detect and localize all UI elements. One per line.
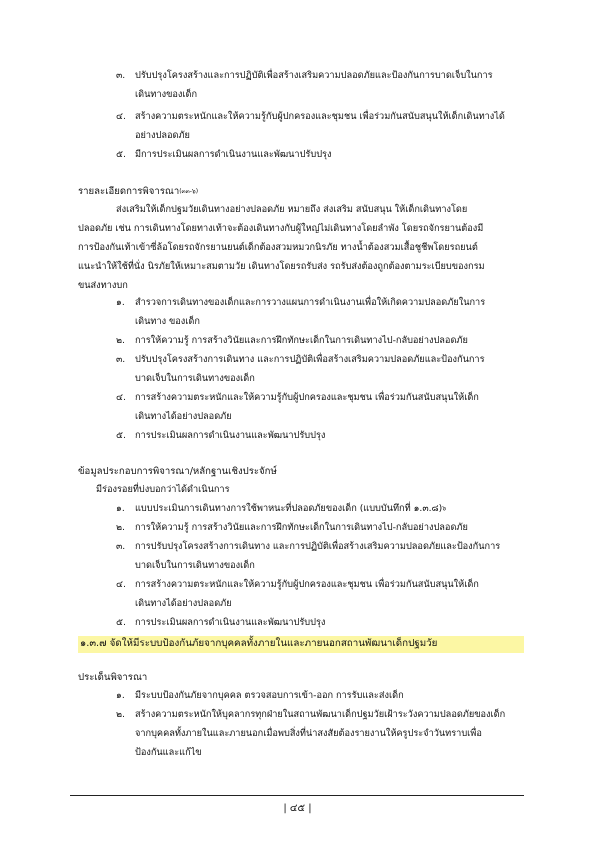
list-item-text: บาดเจ็บในการเดินทางของเด็ก: [135, 373, 255, 384]
list-item-text: ปรับปรุงโครงสร้างและการปฏิบัติเพื่อสร้างเสริมความปลอดภัยและป้องกันการบาดเจ็บในการ: [135, 70, 493, 81]
list-number: ๓.: [116, 354, 126, 365]
list-item-text: สร้างความตระหนักให้บุคลากรทุกฝ่ายในสถานพัฒนาเด็กปฐมวัยเฝ้าระวังความปลอดภัยของเด็ก: [135, 709, 506, 720]
list-item-text: การประเมินผลการดำเนินงานและพัฒนาปรับปรุง: [135, 617, 326, 628]
section-heading-considerations: ประเด็นพิจารณา: [78, 672, 148, 683]
list-item-text: เดินทางได้อย่างปลอดภัย: [135, 598, 232, 609]
reference-superscript: (๓๓-๖): [179, 188, 199, 195]
list-number: ๔.: [116, 579, 126, 590]
list-item-text: เดินทางของเด็ก: [135, 89, 198, 100]
list-number: ๕.: [116, 149, 126, 160]
list-item-text: สร้างความตระหนักและให้ความรู้กับผู้ปกครองและชุมชน เพื่อร่วมกันสนับสนุนให้เด็กเดินทางได้: [135, 111, 505, 122]
footer-divider: [70, 795, 524, 796]
list-number: ๑.: [116, 503, 125, 514]
highlighted-standard-heading: [78, 636, 524, 653]
list-number: ๒.: [116, 335, 125, 346]
paragraph-line: การป้องกันเท้าเข้าซี่ล้อโดยรถจักรยานยนต์เด็กต้องสวมหมวกนิรภัย ทางน้ำต้องสวมเสื้อชูชีพโดยรถยนต์: [78, 242, 478, 253]
list-item-text: จากบุคคลทั้งภายในและภายนอกเมื่อพบสิ่งที่น่าสงสัยต้องรายงานให้ครูประจำวันทราบเพื่อ: [135, 728, 482, 739]
list-number: ๔.: [116, 392, 126, 403]
list-item-text: บาดเจ็บในการเดินทางของเด็ก: [135, 560, 255, 571]
list-item-text: [135, 503, 446, 515]
paragraph-line: แนะนำให้ใช้ที่นั่ง นิรภัยให้เหมาะสมตามวัย เดินทางโดยรถรับส่ง รถรับส่งต้องถูกต้องตามระเบียบของกรม: [78, 261, 485, 272]
reference-superscript: ๖: [442, 505, 447, 512]
list-item-text: การประเมินผลการดำเนินงานและพัฒนาปรับปรุง: [135, 430, 326, 441]
list-item-text: สำรวจการเดินทางของเด็กและการวางแผนการดำเนินงานเพื่อให้เกิดความปลอดภัยในการ: [135, 297, 486, 308]
list-item-text: เดินทางได้อย่างปลอดภัย: [135, 411, 232, 422]
section-heading-evidence: ข้อมูลประกอบการพิจารณา/หลักฐานเชิงประจักษ์: [78, 466, 277, 477]
evidence-intro: มีร่องรอยที่บ่งบอกว่าได้ดำเนินการ: [96, 484, 230, 495]
list-number: ๕.: [116, 430, 126, 441]
list-number: ๒.: [116, 522, 125, 533]
list-item-text: การปรับปรุงโครงสร้างการเดินทาง และการปฏิบัติเพื่อสร้างเสริมความปลอดภัยและป้องกันการ: [135, 541, 501, 552]
section-heading-details: [78, 186, 198, 198]
list-item-text: มีระบบป้องกันภัยจากบุคคล ตรวจสอบการเข้า-ออก การรับและส่งเด็ก: [135, 690, 404, 701]
paragraph-line: ส่งเสริมให้เด็กปฐมวัยเดินทางอย่างปลอดภัย หมายถึง ส่งเสริม สนับสนุน ให้เด็กเดินทางโดย: [116, 204, 468, 215]
list-number: ๑.: [116, 690, 125, 701]
list-number: ๓.: [116, 541, 126, 552]
section-heading-text: รายละเอียดการพิจารณา: [78, 186, 180, 197]
list-item-text: การสร้างความตระหนักและให้ความรู้กับผู้ปกครองและชุมชน เพื่อร่วมกันสนับสนุนให้เด็ก: [135, 579, 479, 590]
list-item-text: การให้ความรู้ การสร้างวินัยและการฝึกทักษะเด็กในการเดินทางไป-กลับอย่างปลอดภัย: [135, 522, 468, 533]
list-number: ๕.: [116, 617, 126, 628]
list-number: ๔.: [116, 111, 126, 122]
list-number: ๑.: [116, 297, 125, 308]
paragraph-line: ปลอดภัย เช่น การเดินทางโดยทางเท้าจะต้องเดินทางกับผู้ใหญ่ไม่เดินทางโดยลำพัง โดยรถจักรยานต้องมี: [78, 223, 484, 234]
list-number: ๒.: [116, 709, 125, 720]
highlighted-standard-text: ๑.๓.๗ จัดให้มีระบบป้องกันภัยจากบุคคลทั้งภายในและภายนอกสถานพัฒนาเด็กปฐมวัย: [80, 638, 438, 649]
list-item-label: แบบประเมินการเดินทางการใช้พาหนะที่ปลอดภัยของเด็ก (แบบบันทึกที่ ๑.๓.๘): [135, 503, 443, 514]
page-number: | ๔๕ |: [283, 803, 312, 814]
list-item-text: การให้ความรู้ การสร้างวินัยและการฝึกทักษะเด็กในการเดินทางไป-กลับอย่างปลอดภัย: [135, 335, 468, 346]
list-item-text: อย่างปลอดภัย: [135, 130, 190, 141]
list-item-text: การสร้างความตระหนักและให้ความรู้กับผู้ปกครองและชุมชน เพื่อร่วมกันสนับสนุนให้เด็ก: [135, 392, 479, 403]
paragraph-line: ขนส่งทางบก: [78, 280, 128, 291]
list-number: ๓.: [116, 70, 126, 81]
list-item-text: มีการประเมินผลการดำเนินงานและพัฒนาปรับปรุง: [135, 149, 332, 160]
list-item-text: ป้องกันและแก้ไข: [135, 747, 202, 758]
list-item-text: เดินทาง ของเด็ก: [135, 316, 200, 327]
list-item-text: ปรับปรุงโครงสร้างการเดินทาง และการปฏิบัติเพื่อสร้างเสริมความปลอดภัยและป้องกันการ: [135, 354, 485, 365]
